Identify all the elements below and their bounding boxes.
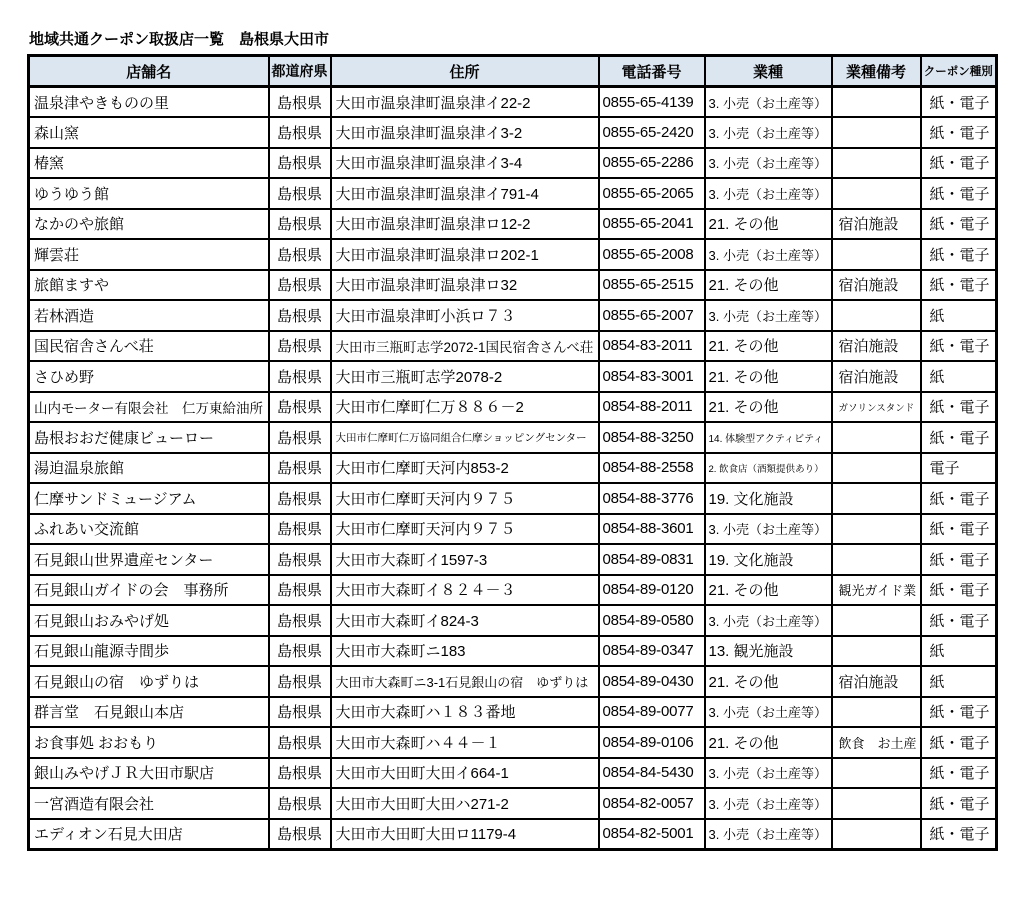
- table-row: [29, 453, 997, 484]
- col-header-industry: 業種: [705, 56, 832, 87]
- industry-cell: 21. その他: [705, 666, 832, 697]
- prefecture-cell: 島根県: [269, 697, 331, 728]
- phone-cell: 0854-89-0831: [599, 544, 705, 575]
- industry-note-cell: [832, 514, 921, 545]
- prefecture-cell: 島根県: [269, 666, 331, 697]
- phone-cell: 0854-84-5430: [599, 758, 705, 789]
- industry-cell: 3. 小売（お土産等）: [705, 788, 832, 819]
- table-row: [29, 575, 997, 606]
- table-row: [29, 544, 997, 575]
- coupon-type-cell: 紙・電子: [921, 270, 997, 301]
- table-row: [29, 422, 997, 453]
- phone-cell: 0855-65-2286: [599, 148, 705, 179]
- phone-cell: 0855-65-2008: [599, 239, 705, 270]
- address-cell: 大田市大田町大田イ664-1: [331, 758, 599, 789]
- phone-cell: 0854-88-3250: [599, 422, 705, 453]
- address-cell: 大田市三瓶町志学2072-1国民宿舎さんべ荘: [331, 331, 599, 362]
- coupon-type-cell: 紙・電子: [921, 87, 997, 118]
- industry-cell: 3. 小売（お土産等）: [705, 300, 832, 331]
- prefecture-cell: 島根県: [269, 300, 331, 331]
- coupon-type-cell: 紙・電子: [921, 514, 997, 545]
- col-header-store-name: 店舗名: [29, 56, 269, 87]
- industry-cell: 2. 飲食店（酒類提供あり）: [705, 453, 832, 484]
- coupon-type-cell: 紙・電子: [921, 758, 997, 789]
- phone-cell: 0855-65-4139: [599, 87, 705, 118]
- industry-cell: 3. 小売（お土産等）: [705, 514, 832, 545]
- industry-note-cell: ガソリンスタンド: [832, 392, 921, 423]
- table-row: [29, 788, 997, 819]
- industry-cell: 3. 小売（お土産等）: [705, 697, 832, 728]
- table-row: [29, 605, 997, 636]
- industry-cell: 3. 小売（お土産等）: [705, 87, 832, 118]
- col-header-industry-note: 業種備考: [832, 56, 921, 87]
- prefecture-cell: 島根県: [269, 117, 331, 148]
- coupon-type-cell: 紙・電子: [921, 788, 997, 819]
- phone-cell: 0855-65-2515: [599, 270, 705, 301]
- industry-cell: 3. 小売（お土産等）: [705, 819, 832, 850]
- phone-cell: 0854-82-5001: [599, 819, 705, 850]
- col-header-address: 住所: [331, 56, 599, 87]
- store-name-cell: 湯迫温泉旅館: [29, 453, 269, 484]
- store-name-cell: 銀山みやげＪＲ大田市駅店: [29, 758, 269, 789]
- industry-cell: 14. 体験型アクティビティ: [705, 422, 832, 453]
- industry-cell: 3. 小売（お土産等）: [705, 758, 832, 789]
- address-cell: 大田市温泉津町温泉津ロ12-2: [331, 209, 599, 240]
- coupon-type-cell: 紙: [921, 636, 997, 667]
- phone-cell: 0855-65-2041: [599, 209, 705, 240]
- industry-note-cell: [832, 453, 921, 484]
- table-row: [29, 697, 997, 728]
- coupon-type-cell: 紙: [921, 300, 997, 331]
- phone-cell: 0855-65-2007: [599, 300, 705, 331]
- phone-cell: 0854-89-0430: [599, 666, 705, 697]
- store-name-cell: 石見銀山世界遺産センター: [29, 544, 269, 575]
- address-cell: 大田市大森町イ824-3: [331, 605, 599, 636]
- industry-note-cell: 宿泊施設: [832, 361, 921, 392]
- prefecture-cell: 島根県: [269, 788, 331, 819]
- col-header-phone: 電話番号: [599, 56, 705, 87]
- address-cell: 大田市大森町ハ１８３番地: [331, 697, 599, 728]
- coupon-type-cell: 紙: [921, 361, 997, 392]
- address-cell: 大田市仁摩町天河内853-2: [331, 453, 599, 484]
- store-name-cell: お食事処 おおもり: [29, 727, 269, 758]
- industry-note-cell: 宿泊施設: [832, 270, 921, 301]
- table-row: [29, 392, 997, 423]
- col-header-prefecture: 都道府県: [269, 56, 331, 87]
- industry-note-cell: [832, 87, 921, 118]
- coupon-type-cell: 紙・電子: [921, 239, 997, 270]
- industry-cell: 19. 文化施設: [705, 483, 832, 514]
- industry-cell: 21. その他: [705, 270, 832, 301]
- coupon-type-cell: 紙: [921, 666, 997, 697]
- prefecture-cell: 島根県: [269, 178, 331, 209]
- address-cell: 大田市大森町イ1597-3: [331, 544, 599, 575]
- phone-cell: 0855-65-2420: [599, 117, 705, 148]
- prefecture-cell: 島根県: [269, 209, 331, 240]
- table-row: [29, 239, 997, 270]
- prefecture-cell: 島根県: [269, 514, 331, 545]
- store-name-cell: 山内モーター有限会社 仁万東給油所: [29, 392, 269, 423]
- store-name-cell: 石見銀山おみやげ処: [29, 605, 269, 636]
- store-name-cell: エディオン石見大田店: [29, 819, 269, 850]
- industry-note-cell: [832, 788, 921, 819]
- table-row: [29, 178, 997, 209]
- phone-cell: 0854-89-0347: [599, 636, 705, 667]
- industry-cell: 13. 観光施設: [705, 636, 832, 667]
- table-row: [29, 331, 997, 362]
- table-row: [29, 819, 997, 850]
- coupon-type-cell: 紙・電子: [921, 819, 997, 850]
- phone-cell: 0854-88-2558: [599, 453, 705, 484]
- prefecture-cell: 島根県: [269, 483, 331, 514]
- store-name-cell: 一宮酒造有限会社: [29, 788, 269, 819]
- coupon-type-cell: 紙・電子: [921, 697, 997, 728]
- table-row: [29, 666, 997, 697]
- coupon-type-cell: 電子: [921, 453, 997, 484]
- prefecture-cell: 島根県: [269, 148, 331, 179]
- industry-cell: 3. 小売（お土産等）: [705, 148, 832, 179]
- address-cell: 大田市三瓶町志学2078-2: [331, 361, 599, 392]
- prefecture-cell: 島根県: [269, 331, 331, 362]
- store-name-cell: 仁摩サンドミュージアム: [29, 483, 269, 514]
- store-name-cell: 島根おおだ健康ビューロー: [29, 422, 269, 453]
- address-cell: 大田市仁摩町天河内９７５: [331, 514, 599, 545]
- table-row: [29, 209, 997, 240]
- industry-cell: 21. その他: [705, 361, 832, 392]
- store-name-cell: 温泉津やきものの里: [29, 87, 269, 118]
- phone-cell: 0854-88-2011: [599, 392, 705, 423]
- industry-cell: 3. 小売（お土産等）: [705, 605, 832, 636]
- table-row: [29, 636, 997, 667]
- prefecture-cell: 島根県: [269, 727, 331, 758]
- industry-note-cell: 宿泊施設: [832, 331, 921, 362]
- coupon-type-cell: 紙・電子: [921, 148, 997, 179]
- industry-note-cell: [832, 422, 921, 453]
- store-name-cell: ふれあい交流館: [29, 514, 269, 545]
- table-row: [29, 514, 997, 545]
- page-title: 地域共通クーポン取扱店一覧 島根県大田市: [29, 31, 330, 48]
- address-cell: 大田市仁摩町仁万協同組合仁摩ショッピングセンター: [331, 422, 599, 453]
- prefecture-cell: 島根県: [269, 636, 331, 667]
- prefecture-cell: 島根県: [269, 392, 331, 423]
- prefecture-cell: 島根県: [269, 544, 331, 575]
- table-row: [29, 117, 997, 148]
- prefecture-cell: 島根県: [269, 87, 331, 118]
- address-cell: 大田市大森町ニ3-1石見銀山の宿 ゆずりは: [331, 666, 599, 697]
- coupon-type-cell: 紙・電子: [921, 575, 997, 606]
- phone-cell: 0854-89-0580: [599, 605, 705, 636]
- prefecture-cell: 島根県: [269, 605, 331, 636]
- industry-note-cell: 飲食 お土産: [832, 727, 921, 758]
- industry-cell: 21. その他: [705, 575, 832, 606]
- store-name-cell: 椿窯: [29, 148, 269, 179]
- store-name-cell: 国民宿舎さんべ荘: [29, 331, 269, 362]
- industry-cell: 21. その他: [705, 331, 832, 362]
- store-name-cell: 石見銀山の宿 ゆずりは: [29, 666, 269, 697]
- industry-note-cell: [832, 819, 921, 850]
- table-row: [29, 361, 997, 392]
- industry-cell: 3. 小売（お土産等）: [705, 117, 832, 148]
- coupon-type-cell: 紙・電子: [921, 727, 997, 758]
- phone-cell: 0854-83-3001: [599, 361, 705, 392]
- address-cell: 大田市温泉津町温泉津イ791-4: [331, 178, 599, 209]
- phone-cell: 0854-88-3601: [599, 514, 705, 545]
- coupon-type-cell: 紙・電子: [921, 605, 997, 636]
- coupon-type-cell: 紙・電子: [921, 392, 997, 423]
- industry-cell: 3. 小売（お土産等）: [705, 178, 832, 209]
- store-name-cell: 森山窯: [29, 117, 269, 148]
- table-row: [29, 727, 997, 758]
- store-table: [27, 54, 998, 851]
- address-cell: 大田市仁摩町天河内９７５: [331, 483, 599, 514]
- address-cell: 大田市大森町ニ183: [331, 636, 599, 667]
- phone-cell: 0855-65-2065: [599, 178, 705, 209]
- industry-note-cell: 宿泊施設: [832, 666, 921, 697]
- store-name-cell: 若林酒造: [29, 300, 269, 331]
- industry-cell: 3. 小売（お土産等）: [705, 239, 832, 270]
- table-row: [29, 270, 997, 301]
- prefecture-cell: 島根県: [269, 819, 331, 850]
- table-row: [29, 758, 997, 789]
- coupon-type-cell: 紙・電子: [921, 178, 997, 209]
- address-cell: 大田市温泉津町温泉津ロ202-1: [331, 239, 599, 270]
- industry-cell: 19. 文化施設: [705, 544, 832, 575]
- address-cell: 大田市大田町大田ロ1179-4: [331, 819, 599, 850]
- header-row: [29, 56, 997, 87]
- prefecture-cell: 島根県: [269, 422, 331, 453]
- address-cell: 大田市温泉津町温泉津イ3-4: [331, 148, 599, 179]
- phone-cell: 0854-89-0120: [599, 575, 705, 606]
- coupon-type-cell: 紙・電子: [921, 422, 997, 453]
- prefecture-cell: 島根県: [269, 758, 331, 789]
- table-row: [29, 87, 997, 118]
- address-cell: 大田市大田町大田ハ271-2: [331, 788, 599, 819]
- prefecture-cell: 島根県: [269, 239, 331, 270]
- coupon-type-cell: 紙・電子: [921, 209, 997, 240]
- address-cell: 大田市仁摩町仁万８８６－2: [331, 392, 599, 423]
- industry-cell: 21. その他: [705, 727, 832, 758]
- phone-cell: 0854-89-0106: [599, 727, 705, 758]
- store-name-cell: さひめ野: [29, 361, 269, 392]
- coupon-type-cell: 紙・電子: [921, 331, 997, 362]
- store-name-cell: 輝雲荘: [29, 239, 269, 270]
- address-cell: 大田市温泉津町温泉津イ3-2: [331, 117, 599, 148]
- industry-cell: 21. その他: [705, 392, 832, 423]
- industry-note-cell: [832, 117, 921, 148]
- store-name-cell: 群言堂 石見銀山本店: [29, 697, 269, 728]
- store-name-cell: 旅館ますや: [29, 270, 269, 301]
- prefecture-cell: 島根県: [269, 575, 331, 606]
- industry-note-cell: [832, 178, 921, 209]
- store-name-cell: 石見銀山ガイドの会 事務所: [29, 575, 269, 606]
- store-name-cell: 石見銀山龍源寺間歩: [29, 636, 269, 667]
- prefecture-cell: 島根県: [269, 270, 331, 301]
- industry-note-cell: [832, 300, 921, 331]
- industry-note-cell: 宿泊施設: [832, 209, 921, 240]
- address-cell: 大田市温泉津町温泉津イ22-2: [331, 87, 599, 118]
- industry-cell: 21. その他: [705, 209, 832, 240]
- industry-note-cell: [832, 697, 921, 728]
- store-table-body: [29, 87, 997, 850]
- address-cell: 大田市温泉津町小浜ロ７３: [331, 300, 599, 331]
- coupon-type-cell: 紙・電子: [921, 117, 997, 148]
- store-name-cell: なかのや旅館: [29, 209, 269, 240]
- address-cell: 大田市大森町イ８２４－３: [331, 575, 599, 606]
- table-row: [29, 148, 997, 179]
- prefecture-cell: 島根県: [269, 453, 331, 484]
- industry-note-cell: [832, 605, 921, 636]
- store-name-cell: ゆうゆう館: [29, 178, 269, 209]
- coupon-type-cell: 紙・電子: [921, 544, 997, 575]
- table-row: [29, 483, 997, 514]
- industry-note-cell: [832, 758, 921, 789]
- phone-cell: 0854-89-0077: [599, 697, 705, 728]
- industry-note-cell: [832, 483, 921, 514]
- phone-cell: 0854-83-2011: [599, 331, 705, 362]
- coupon-type-cell: 紙・電子: [921, 483, 997, 514]
- phone-cell: 0854-88-3776: [599, 483, 705, 514]
- address-cell: 大田市温泉津町温泉津ロ32: [331, 270, 599, 301]
- address-cell: 大田市大森町ハ４４－１: [331, 727, 599, 758]
- industry-note-cell: [832, 239, 921, 270]
- phone-cell: 0854-82-0057: [599, 788, 705, 819]
- col-header-coupon-type: クーポン種別: [921, 56, 997, 87]
- industry-note-cell: 観光ガイド業: [832, 575, 921, 606]
- industry-note-cell: [832, 636, 921, 667]
- prefecture-cell: 島根県: [269, 361, 331, 392]
- industry-note-cell: [832, 148, 921, 179]
- industry-note-cell: [832, 544, 921, 575]
- table-row: [29, 300, 997, 331]
